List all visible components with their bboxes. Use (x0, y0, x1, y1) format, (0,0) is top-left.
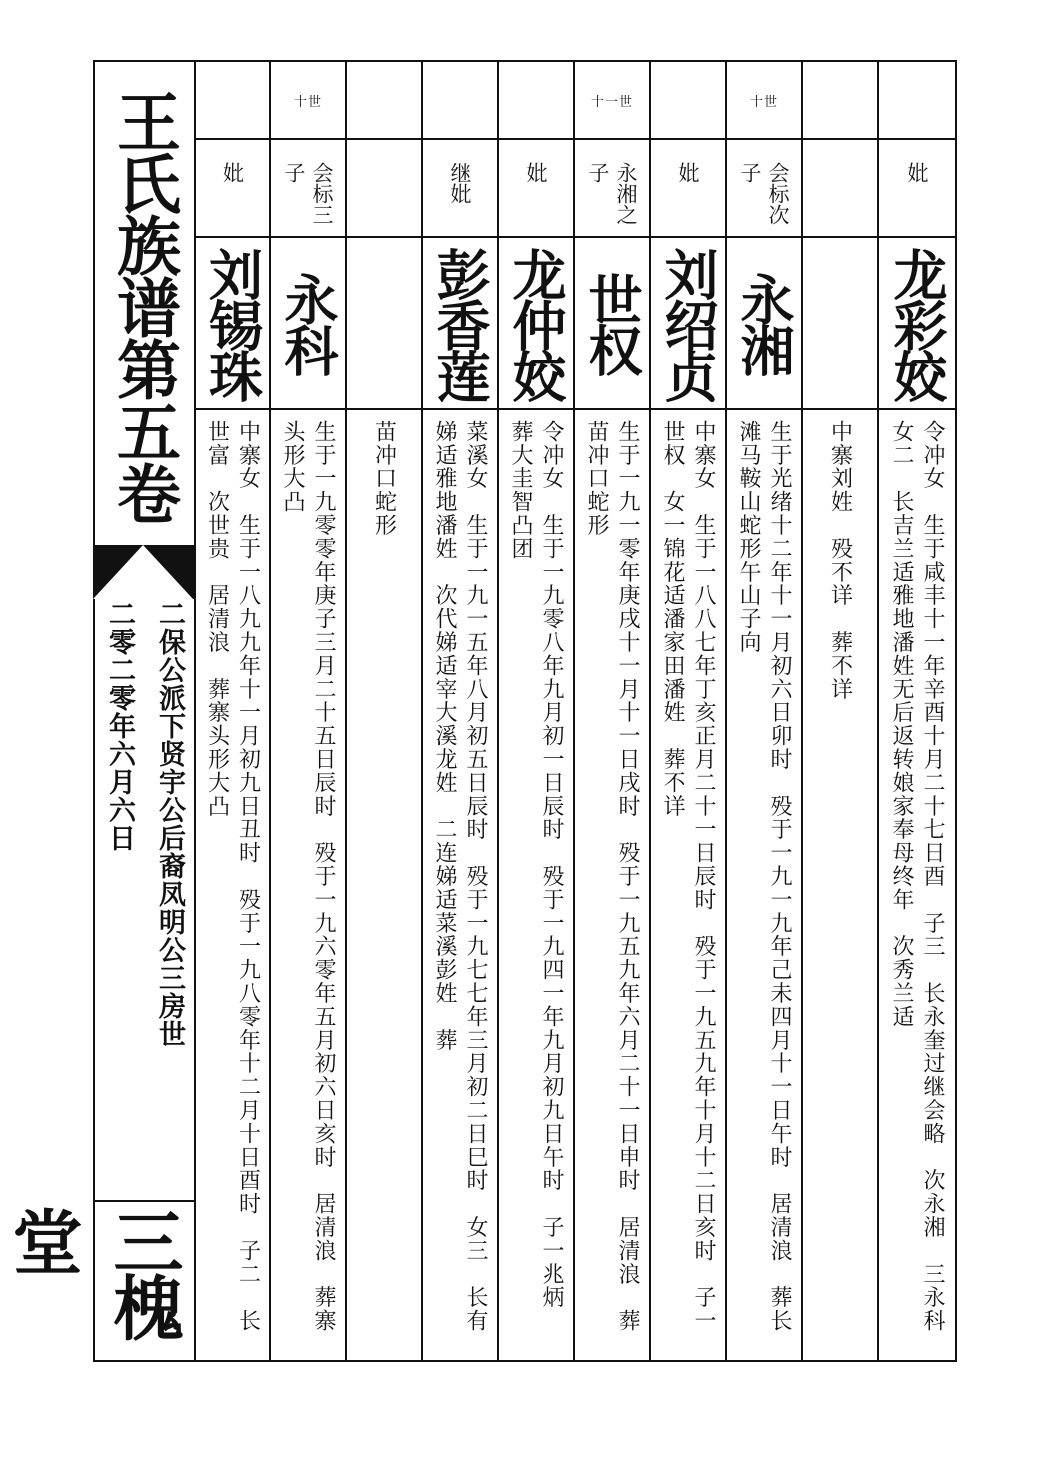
person-name: 龙仲姣 (504, 246, 568, 400)
bio-cell (347, 412, 421, 1356)
name-cell (575, 238, 649, 408)
genealogy-column (727, 62, 803, 1360)
genealogy-column (803, 62, 879, 1360)
genealogy-column (499, 62, 575, 1360)
hall-name: 三槐堂 (1, 1206, 185, 1338)
person-bio: 令冲女 生于咸丰十一年辛酉十月二十七日酉 子三 长永奎过继会略 次永湘 三永科 女二 长吉兰适雅地潘姓无后返转娘家奉母终年 次秀兰适 (889, 420, 945, 1357)
relation-label: 妣 (220, 162, 245, 183)
bio-cell (803, 412, 877, 1356)
bio-cell (651, 412, 725, 1356)
person-name: 彭香莲 (428, 246, 492, 400)
generation-label: 十世 (749, 94, 778, 110)
generation-cell (727, 62, 801, 138)
generation-cell (196, 62, 269, 138)
relation-cell (575, 140, 649, 235)
person-bio: 生于光绪十二年十一月初六日卯时 殁于一九一九年己未四月十一日午时 居清浪 葬长滩马鞍山蛇形午山子向 (736, 420, 792, 1333)
generation-label: 十世 (293, 94, 322, 110)
relation-cell (727, 140, 801, 235)
person-name: 永湘 (732, 272, 796, 374)
name-cell (347, 238, 421, 408)
name-cell (196, 238, 269, 408)
relation-cell (499, 140, 573, 235)
relation-label: 妣 (676, 162, 700, 183)
generation-cell (879, 62, 955, 138)
relation-cell (803, 140, 877, 235)
generation-cell (575, 62, 649, 138)
bio-cell (271, 412, 345, 1356)
person-bio: 中寨刘姓 殁不详 葬不详 (827, 420, 853, 701)
relation-cell (271, 140, 345, 235)
generation-cell (347, 62, 421, 138)
bio-cell (575, 412, 649, 1356)
relation-label: 会标次子 (738, 162, 790, 225)
person-name: 永科 (276, 272, 340, 374)
person-bio: 苗冲口蛇形 (371, 420, 397, 537)
bio-cell (196, 412, 269, 1356)
relation-label: 继妣 (448, 162, 472, 204)
hall-divider (93, 1200, 194, 1202)
person-name: 刘绍贞 (656, 246, 720, 400)
person-bio: 中寨女 生于一八九九年十一月初九日丑时 殁于一九八零年十二月十日酉时 子二 长世富 次世贵 居清浪 葬寨头形大凸 (204, 420, 261, 1333)
generation-cell (803, 62, 877, 138)
left-panel (1, 60, 196, 1362)
relation-cell (879, 140, 955, 235)
relation-cell (347, 140, 421, 235)
genealogy-column (575, 62, 651, 1360)
generation-cell (423, 62, 497, 138)
relation-cell (423, 140, 497, 235)
branch-line: 二保公派下贤宇公后裔凤明公三房世 (154, 600, 185, 1048)
genealogy-grid (196, 62, 955, 1360)
person-bio: 令冲女 生于一九零八年九月初一日辰时 殁于一九四一年九月初九日午时 子一兆炳 葬大圭智凸团 (508, 420, 564, 1333)
relation-label: 永湘之子 (586, 162, 638, 225)
bio-cell (423, 412, 497, 1356)
bio-cell (879, 412, 955, 1356)
person-bio: 生于一九一零年庚戌十一月十一日戌时 殁于一九五九年六月二十一日申时 居清浪 葬苗冲口蛇形 (584, 420, 640, 1333)
bio-cell (727, 412, 801, 1356)
person-bio: 中寨女 生于一八八七年丁亥正月二十一日辰时 殁于一九五九年十月十二日亥时 子一世权 女一锦花适潘家田潘姓 葬不详 (660, 420, 716, 1333)
name-cell (803, 238, 877, 408)
genealogy-column (879, 62, 955, 1360)
genealogy-column (423, 62, 499, 1360)
generation-cell (499, 62, 573, 138)
person-bio: 生于一九零零年庚子三月二十五日辰时 殁于一九六零年五月初六日亥时 居清浪 葬寨头形大凸 (280, 420, 336, 1333)
compile-date: 二零二零年六月六日 (104, 600, 135, 852)
genealogy-column (271, 62, 347, 1360)
person-bio: 菜溪女 生于一九一五年八月初五日辰时 殁于一九七七年三月初二日巳时 女三 长有娣适雅地潘姓 次代娣适宰大溪龙姓 二连娣适菜溪彭姓 葬 (432, 420, 488, 1333)
bio-cell (499, 412, 573, 1356)
name-cell (879, 238, 955, 408)
genealogy-column (651, 62, 727, 1360)
generation-cell (651, 62, 725, 138)
name-cell (271, 238, 345, 408)
name-cell (651, 238, 725, 408)
relation-label: 妣 (905, 162, 929, 183)
book-title: 王氏族谱第五卷 (106, 88, 181, 523)
genealogy-column (347, 62, 423, 1360)
generation-label: 十一世 (590, 94, 633, 110)
relation-label: 妣 (524, 162, 548, 183)
name-cell (499, 238, 573, 408)
name-cell (423, 238, 497, 408)
relation-cell (196, 140, 269, 235)
person-name: 刘锡珠 (200, 246, 265, 400)
genealogy-column (196, 62, 271, 1360)
person-name: 世权 (580, 272, 644, 374)
name-cell (727, 238, 801, 408)
relation-label: 会标三子 (282, 162, 334, 225)
notch-ornament (93, 545, 193, 599)
generation-cell (271, 62, 345, 138)
person-name: 龙彩姣 (885, 246, 949, 400)
relation-cell (651, 140, 725, 235)
